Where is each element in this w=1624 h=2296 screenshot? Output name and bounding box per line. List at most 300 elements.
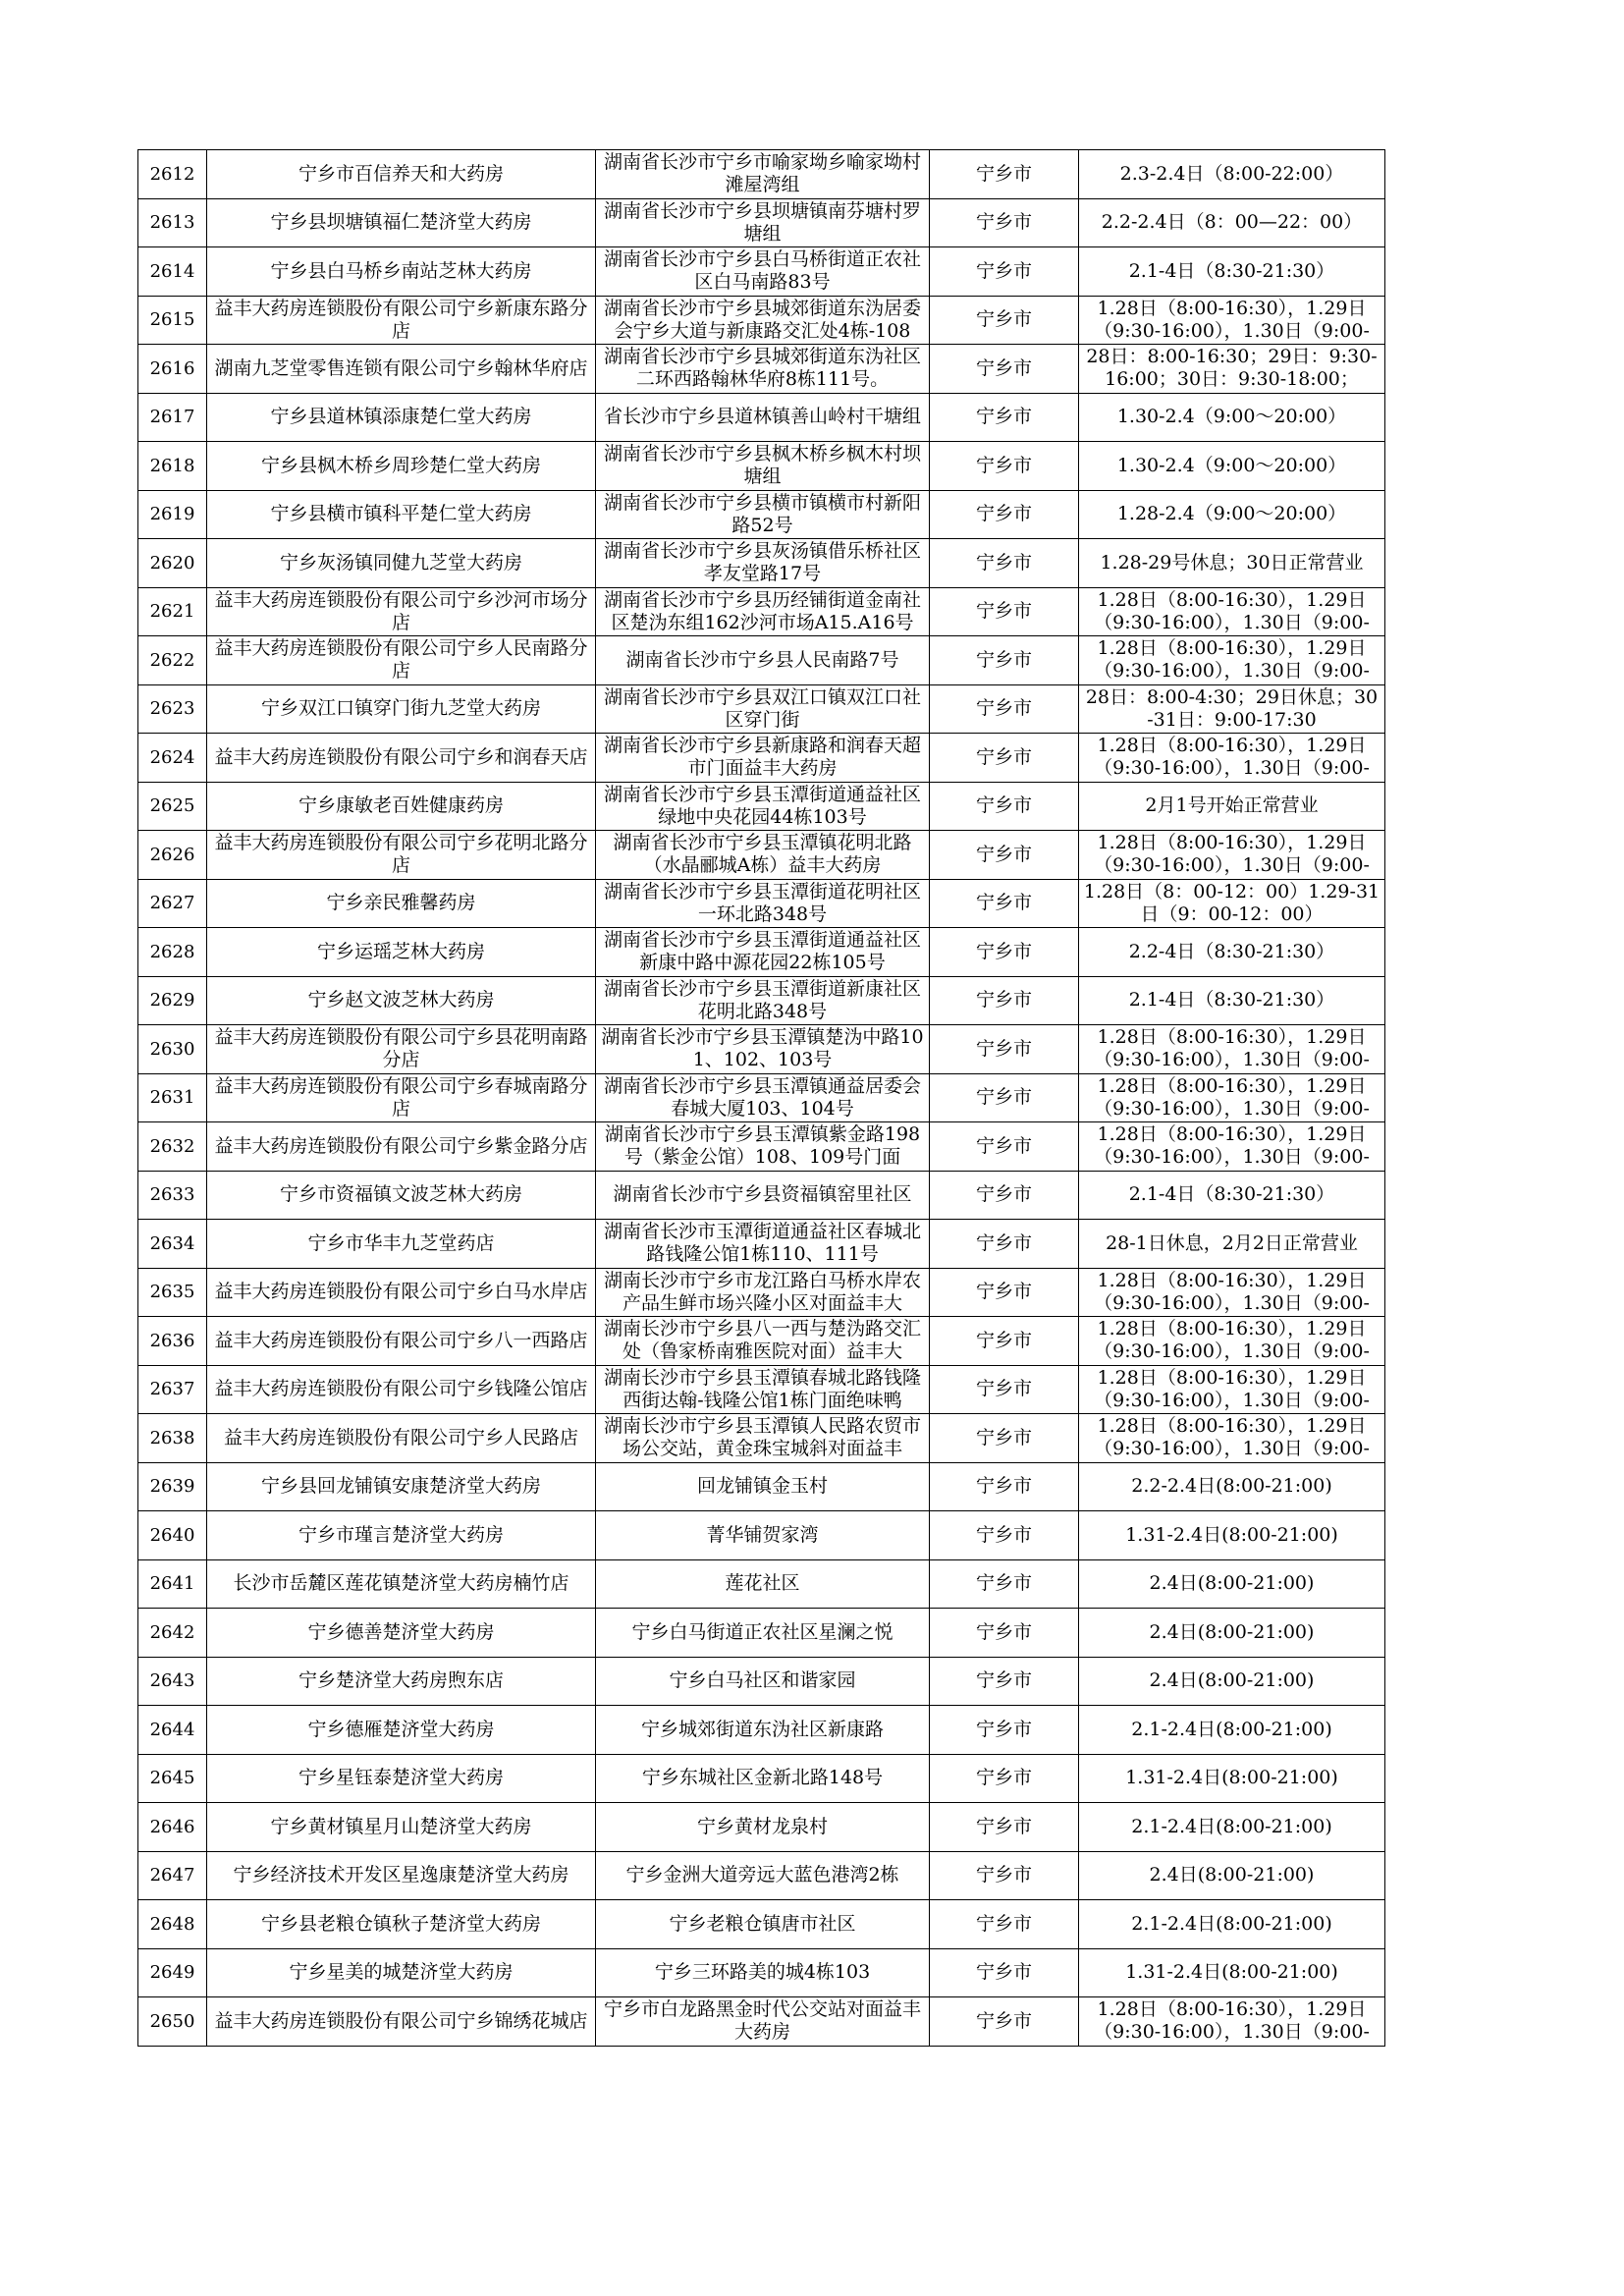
pharmacy-address: 湖南省长沙市宁乡县枫木桥乡枫木村坝塘组 (603, 443, 921, 488)
business-hours: 2.2-2.4日（8：00—22：00） (1101, 211, 1363, 234)
table-row (138, 1706, 1385, 1755)
business-hours: 2.1-2.4日(8:00-21:00) (1131, 1718, 1332, 1740)
row-number-cell (138, 1414, 207, 1463)
business-hours: 1.28日（8:00-16:30），1.29日（9:30-16:00），1.30日（9:00- (1094, 1318, 1370, 1363)
pharmacy-name: 宁乡亲民雅馨药房 (326, 892, 476, 914)
business-hours: 1.28日（8:00-16:30），1.29日（9:30-16:00），1.30日（9:00- (1094, 1269, 1370, 1314)
business-hours: 2.2-2.4日(8:00-21:00) (1131, 1475, 1332, 1498)
business-hours-cell (1079, 1365, 1385, 1414)
table-row (138, 1220, 1385, 1269)
table-row (138, 831, 1385, 880)
pharmacy-address-cell (596, 393, 930, 442)
pharmacy-name-cell (207, 490, 596, 539)
business-hours-cell (1079, 1268, 1385, 1317)
table-row (138, 1462, 1385, 1511)
pharmacy-name: 宁乡赵文波芝林大药房 (307, 989, 495, 1011)
pharmacy-name-cell (207, 247, 596, 297)
row-number-cell (138, 1171, 207, 1220)
business-hours: 1.28-29号休息；30日正常营业 (1100, 551, 1364, 574)
row-number-cell (138, 1220, 207, 1269)
pharmacy-address: 宁乡白马社区和谐家园 (669, 1669, 856, 1692)
pharmacy-address: 宁乡三环路美的城4栋103 (654, 1961, 871, 1984)
business-hours-cell (1079, 1511, 1385, 1560)
pharmacy-address: 湖南省长沙市宁乡县人民南路7号 (625, 648, 899, 671)
business-hours: 1.28-2.4（9:00～20:00） (1116, 503, 1347, 525)
pharmacy-address-cell (596, 1803, 930, 1852)
pharmacy-city: 宁乡市 (975, 1231, 1032, 1254)
pharmacy-city: 宁乡市 (975, 1572, 1032, 1595)
pharmacy-name-cell (207, 1948, 596, 1997)
pharmacy-name-cell (207, 1803, 596, 1852)
pharmacy-city: 宁乡市 (975, 697, 1032, 720)
table-row (138, 1657, 1385, 1706)
business-hours-cell (1079, 1754, 1385, 1803)
pharmacy-city: 宁乡市 (975, 356, 1032, 379)
pharmacy-address-cell (596, 1268, 930, 1317)
business-hours-cell (1079, 1171, 1385, 1220)
pharmacy-name-cell (207, 734, 596, 783)
row-number: 2627 (149, 893, 195, 914)
pharmacy-address-cell (596, 1365, 930, 1414)
pharmacy-address-cell (596, 1657, 930, 1706)
pharmacy-name: 益丰大药房连锁股份有限公司宁乡紫金路分店 (214, 1134, 588, 1157)
row-number: 2631 (149, 1087, 195, 1109)
pharmacy-address-cell (596, 1122, 930, 1172)
pharmacy-name-cell (207, 1025, 596, 1074)
pharmacy-address: 湖南长沙市宁乡县八一西与楚沩路交汇处（鲁家桥南雅医院对面）益丰大 (603, 1318, 921, 1363)
row-number: 2615 (149, 309, 195, 331)
pharmacy-name: 益丰大药房连锁股份有限公司宁乡锦绣花城店 (214, 2009, 588, 2032)
business-hours-cell (1079, 490, 1385, 539)
business-hours: 1.28日（8:00-16:30），1.29日（9:30-16:00），1.30日（9:00- (1094, 1366, 1370, 1411)
business-hours: 1.28日（8:00-16:30），1.29日（9:30-16:00），1.30日（9:00- (1094, 735, 1370, 780)
pharmacy-name-cell (207, 1220, 596, 1269)
row-number: 2622 (149, 649, 195, 671)
pharmacy-name-cell (207, 1851, 596, 1900)
pharmacy-city-cell (930, 1609, 1079, 1658)
table-row (138, 734, 1385, 783)
row-number-cell (138, 247, 207, 297)
pharmacy-city: 宁乡市 (975, 1718, 1032, 1740)
pharmacy-address-cell (596, 1706, 930, 1755)
pharmacy-city-cell (930, 734, 1079, 783)
business-hours: 2.3-2.4日（8:00-22:00） (1119, 162, 1344, 185)
row-number: 2625 (149, 795, 195, 817)
pharmacy-name-cell (207, 1609, 596, 1658)
row-number: 2634 (149, 1232, 195, 1254)
pharmacy-name: 宁乡德雁楚济堂大药房 (307, 1718, 495, 1740)
business-hours: 2.1-2.4日(8:00-21:00) (1131, 1815, 1332, 1837)
pharmacy-city-cell (930, 782, 1079, 831)
table-row (138, 1900, 1385, 1949)
table-row (138, 539, 1385, 588)
table-row (138, 393, 1385, 442)
row-number-cell (138, 296, 207, 345)
table-row (138, 345, 1385, 394)
row-number: 2649 (149, 1962, 195, 1984)
pharmacy-address-cell (596, 1997, 930, 2047)
pharmacy-name: 宁乡黄材镇星月山楚济堂大药房 (270, 1815, 532, 1837)
business-hours: 28-1日休息，2月2日正常营业 (1106, 1231, 1358, 1254)
pharmacy-city: 宁乡市 (975, 211, 1032, 234)
row-number: 2647 (149, 1865, 195, 1886)
row-number-cell (138, 1948, 207, 1997)
pharmacy-name-cell (207, 636, 596, 685)
pharmacy-city-cell (930, 539, 1079, 588)
row-number: 2648 (149, 1913, 195, 1935)
pharmacy-city-cell (930, 1171, 1079, 1220)
row-number: 2645 (149, 1768, 195, 1789)
pharmacy-address: 湖南省长沙市宁乡县历经铺街道金南社区楚沩东组162沙河市场A15.A16号 (603, 588, 921, 633)
pharmacy-name-cell (207, 1657, 596, 1706)
pharmacy-address: 湖南省长沙市宁乡县灰汤镇借乐桥社区孝友堂路17号 (603, 540, 921, 585)
pharmacy-city-cell (930, 879, 1079, 928)
pharmacy-city-cell (930, 1900, 1079, 1949)
business-hours-cell (1079, 1317, 1385, 1366)
row-number-cell (138, 1657, 207, 1706)
table-row (138, 1997, 1385, 2047)
row-number: 2640 (149, 1524, 195, 1546)
pharmacy-name: 益丰大药房连锁股份有限公司宁乡县花明南路分店 (214, 1026, 588, 1071)
pharmacy-address-cell (596, 1559, 930, 1609)
pharmacy-name-cell (207, 1559, 596, 1609)
pharmacy-name: 宁乡星钰泰楚济堂大药房 (298, 1767, 504, 1789)
table-row (138, 296, 1385, 345)
pharmacy-address-cell (596, 1414, 930, 1463)
pharmacy-address: 湖南省长沙市宁乡县坝塘镇南芬塘村罗塘组 (603, 199, 921, 245)
pharmacy-city-cell (930, 684, 1079, 734)
row-number: 2641 (149, 1573, 195, 1595)
pharmacy-address: 湖南省长沙市宁乡县白马桥街道正农社区白马南路83号 (603, 248, 921, 294)
pharmacy-city-cell (930, 976, 1079, 1025)
pharmacy-name: 宁乡经济技术开发区星逸康楚济堂大药房 (233, 1864, 569, 1886)
pharmacy-address: 宁乡金洲大道旁远大蓝色港湾2栋 (625, 1864, 899, 1886)
row-number: 2646 (149, 1816, 195, 1837)
business-hours-cell (1079, 442, 1385, 491)
pharmacy-address: 宁乡市白龙路黑金时代公交站对面益丰大药房 (603, 1998, 921, 2044)
pharmacy-name-cell (207, 879, 596, 928)
pharmacy-address: 宁乡老粮仓镇唐市社区 (669, 1912, 856, 1935)
pharmacy-city-cell (930, 1073, 1079, 1122)
row-number-cell (138, 1073, 207, 1122)
pharmacy-name: 宁乡运瑶芝林大药房 (316, 940, 485, 962)
pharmacy-address: 湖南省长沙市宁乡县玉潭街道花明社区一环北路348号 (603, 880, 921, 925)
row-number: 2643 (149, 1670, 195, 1692)
pharmacy-address-cell (596, 1948, 930, 1997)
row-number: 2617 (149, 407, 195, 428)
business-hours-cell (1079, 1706, 1385, 1755)
table-row (138, 150, 1385, 199)
business-hours: 1.28日（8:00-16:30），1.29日（9:30-16:00），1.30日（9:00- (1094, 1074, 1370, 1120)
pharmacy-city-cell (930, 1559, 1079, 1609)
row-number: 2620 (149, 552, 195, 574)
row-number-cell (138, 393, 207, 442)
row-number: 2623 (149, 698, 195, 720)
pharmacy-name: 长沙市岳麓区莲花镇楚济堂大药房楠竹店 (233, 1572, 569, 1595)
pharmacy-city-cell (930, 831, 1079, 880)
pharmacy-address: 湖南省长沙市宁乡县玉潭镇花明北路（水晶郦城A栋）益丰大药房 (613, 832, 912, 877)
row-number: 2633 (149, 1184, 195, 1206)
row-number-cell (138, 1706, 207, 1755)
row-number: 2642 (149, 1621, 195, 1643)
business-hours-cell (1079, 684, 1385, 734)
business-hours: 1.30-2.4（9:00～20:00） (1116, 454, 1347, 476)
business-hours-cell (1079, 296, 1385, 345)
pharmacy-name: 益丰大药房连锁股份有限公司宁乡花明北路分店 (214, 832, 588, 877)
business-hours: 1.28日（8:00-16:30），1.29日（9:30-16:00），1.30日（9:00- (1094, 1026, 1370, 1071)
pharmacy-name-cell (207, 1171, 596, 1220)
pharmacy-name-cell (207, 296, 596, 345)
pharmacy-name: 宁乡市百信养天和大药房 (298, 162, 504, 185)
pharmacy-city: 宁乡市 (975, 1620, 1032, 1643)
table-row (138, 636, 1385, 685)
pharmacy-city-cell (930, 1706, 1079, 1755)
pharmacy-name-cell (207, 1462, 596, 1511)
pharmacy-address-cell (596, 782, 930, 831)
table-row (138, 879, 1385, 928)
pharmacy-city: 宁乡市 (975, 1086, 1032, 1109)
pharmacy-name-cell (207, 539, 596, 588)
pharmacy-name-cell (207, 928, 596, 977)
table-row (138, 1851, 1385, 1900)
pharmacy-name: 益丰大药房连锁股份有限公司宁乡人民南路分店 (214, 637, 588, 683)
pharmacy-city-cell (930, 490, 1079, 539)
pharmacy-city-cell (930, 1462, 1079, 1511)
pharmacy-name: 益丰大药房连锁股份有限公司宁乡新康东路分店 (214, 297, 588, 342)
business-hours: 1.28日（8:00-16:30），1.29日（9:30-16:00），1.30日（9:00- (1094, 1998, 1370, 2044)
pharmacy-city: 宁乡市 (975, 1961, 1032, 1984)
pharmacy-address-cell (596, 1317, 930, 1366)
pharmacy-address: 湖南长沙市宁乡市龙江路白马桥水岸农产品生鲜市场兴隆小区对面益丰大 (603, 1269, 921, 1314)
row-number-cell (138, 1559, 207, 1609)
pharmacy-city: 宁乡市 (975, 1912, 1032, 1935)
row-number: 2639 (149, 1476, 195, 1498)
pharmacy-address: 湖南省长沙市宁乡县玉潭镇紫金路198号（紫金公馆）108、109号门面 (604, 1123, 921, 1169)
business-hours: 1.31-2.4日(8:00-21:00) (1125, 1767, 1338, 1789)
pharmacy-name: 宁乡市瑾言楚济堂大药房 (298, 1523, 504, 1546)
pharmacy-city: 宁乡市 (975, 794, 1032, 817)
business-hours: 28日：8:00-16:30；29日：9:30-16:00；30日：9:30-18:00； (1086, 346, 1378, 391)
pharmacy-address-cell (596, 1073, 930, 1122)
business-hours-cell (1079, 831, 1385, 880)
pharmacy-address: 湖南省长沙市宁乡县玉潭街道通益社区新康中路中源花园22栋105号 (603, 929, 921, 974)
pharmacy-name: 宁乡灰汤镇同健九芝堂大药房 (279, 551, 522, 574)
row-number-cell (138, 198, 207, 247)
row-number-cell (138, 1025, 207, 1074)
pharmacy-name: 益丰大药房连锁股份有限公司宁乡钱隆公馆店 (214, 1378, 588, 1400)
pharmacy-address-cell (596, 490, 930, 539)
pharmacy-address: 宁乡白马街道正农社区星澜之悦 (631, 1620, 893, 1643)
business-hours: 2.4日(8:00-21:00) (1149, 1669, 1315, 1692)
pharmacy-name-cell (207, 442, 596, 491)
table-row (138, 1317, 1385, 1366)
pharmacy-name: 宁乡县回龙铺镇安康楚济堂大药房 (260, 1475, 541, 1498)
pharmacy-address: 宁乡城郊街道东沩社区新康路 (640, 1718, 884, 1740)
business-hours: 1.28日（8:00-16:30），1.29日（9:30-16:00），1.30日（9:00- (1094, 637, 1370, 683)
pharmacy-name-cell (207, 782, 596, 831)
business-hours: 28日：8:00-4:30；29日休息；30-31日：9:00-17:30 (1085, 685, 1379, 731)
pharmacy-address-cell (596, 976, 930, 1025)
row-number: 2635 (149, 1282, 195, 1303)
pharmacy-city: 宁乡市 (975, 989, 1032, 1011)
business-hours-cell (1079, 1220, 1385, 1269)
pharmacy-name-cell (207, 1511, 596, 1560)
pharmacy-name: 宁乡市华丰九芝堂药店 (307, 1231, 495, 1254)
business-hours-cell (1079, 1657, 1385, 1706)
pharmacy-name: 湖南九芝堂零售连锁有限公司宁乡翰林华府店 (214, 356, 588, 379)
business-hours-cell (1079, 539, 1385, 588)
pharmacy-table-body (138, 150, 1385, 2047)
pharmacy-city: 宁乡市 (975, 892, 1032, 914)
pharmacy-address-cell (596, 1609, 930, 1658)
business-hours-cell (1079, 393, 1385, 442)
pharmacy-city-cell (930, 198, 1079, 247)
pharmacy-address-cell (596, 1462, 930, 1511)
business-hours-cell (1079, 1462, 1385, 1511)
pharmacy-city-cell (930, 296, 1079, 345)
pharmacy-address: 宁乡东城社区金新北路148号 (641, 1767, 884, 1789)
business-hours: 2.1-2.4日(8:00-21:00) (1131, 1912, 1332, 1935)
business-hours-cell (1079, 1803, 1385, 1852)
pharmacy-name-cell (207, 1317, 596, 1366)
business-hours-cell (1079, 150, 1385, 199)
pharmacy-city: 宁乡市 (975, 1183, 1032, 1206)
business-hours-cell (1079, 587, 1385, 636)
pharmacy-city: 宁乡市 (975, 940, 1032, 962)
table-row (138, 198, 1385, 247)
row-number: 2650 (149, 2010, 195, 2032)
pharmacy-address-cell (596, 587, 930, 636)
pharmacy-city: 宁乡市 (975, 1475, 1032, 1498)
pharmacy-city: 宁乡市 (975, 1037, 1032, 1060)
pharmacy-name: 益丰大药房连锁股份有限公司宁乡沙河市场分店 (214, 588, 588, 633)
table-row (138, 1268, 1385, 1317)
pharmacy-address: 湖南省长沙市宁乡市喻家坳乡喻家坳村滩屋湾组 (603, 151, 921, 196)
table-row (138, 1414, 1385, 1463)
row-number: 2618 (149, 455, 195, 476)
pharmacy-city: 宁乡市 (975, 1767, 1032, 1789)
row-number-cell (138, 879, 207, 928)
pharmacy-city-cell (930, 587, 1079, 636)
row-number-cell (138, 1462, 207, 1511)
business-hours-cell (1079, 1900, 1385, 1949)
pharmacy-name: 益丰大药房连锁股份有限公司宁乡人民路店 (223, 1426, 578, 1449)
business-hours-cell (1079, 1559, 1385, 1609)
pharmacy-address: 湖南省长沙市宁乡县横市镇横市村新阳路52号 (603, 491, 921, 536)
table-row (138, 587, 1385, 636)
pharmacy-address-cell (596, 734, 930, 783)
business-hours: 2.4日(8:00-21:00) (1149, 1572, 1315, 1595)
row-number-cell (138, 539, 207, 588)
pharmacy-city-cell (930, 1997, 1079, 2047)
pharmacy-address-cell (596, 1900, 930, 1949)
pharmacy-city-cell (930, 345, 1079, 394)
pharmacy-city: 宁乡市 (975, 648, 1032, 671)
row-number-cell (138, 976, 207, 1025)
pharmacy-city: 宁乡市 (975, 1864, 1032, 1886)
pharmacy-name-cell (207, 1122, 596, 1172)
pharmacy-name: 宁乡县坝塘镇福仁楚济堂大药房 (270, 211, 532, 234)
pharmacy-address-cell (596, 1754, 930, 1803)
business-hours: 1.31-2.4日(8:00-21:00) (1125, 1523, 1338, 1546)
pharmacy-address: 湖南省长沙市宁乡县资福镇窑里社区 (613, 1183, 912, 1206)
business-hours: 1.28日（8：00-12：00）1.29-31日（9：00-12：00） (1083, 880, 1380, 925)
table-row (138, 1609, 1385, 1658)
pharmacy-city-cell (930, 442, 1079, 491)
business-hours-cell (1079, 782, 1385, 831)
pharmacy-city: 宁乡市 (975, 259, 1032, 282)
pharmacy-address-cell (596, 198, 930, 247)
pharmacy-name-cell (207, 1073, 596, 1122)
row-number-cell (138, 1511, 207, 1560)
pharmacy-name: 宁乡楚济堂大药房煦东店 (298, 1669, 504, 1692)
business-hours-cell (1079, 1414, 1385, 1463)
pharmacy-name: 宁乡康敏老百姓健康药房 (298, 794, 504, 817)
pharmacy-city-cell (930, 1268, 1079, 1317)
pharmacy-city: 宁乡市 (975, 551, 1032, 574)
pharmacy-address: 湖南省长沙市宁乡县玉潭街道通益社区绿地中央花园44栋103号 (603, 783, 921, 828)
pharmacy-address: 湖南省长沙市宁乡县双江口镇双江口社区穿门街 (603, 685, 921, 731)
row-number: 2619 (149, 504, 195, 525)
row-number-cell (138, 345, 207, 394)
pharmacy-address-cell (596, 539, 930, 588)
pharmacy-address-cell (596, 879, 930, 928)
business-hours-cell (1079, 1073, 1385, 1122)
pharmacy-name-cell (207, 1414, 596, 1463)
pharmacy-name: 宁乡县道林镇添康楚仁堂大药房 (270, 406, 532, 428)
table-row (138, 490, 1385, 539)
row-number-cell (138, 442, 207, 491)
pharmacy-city: 宁乡市 (975, 1523, 1032, 1546)
pharmacy-name: 益丰大药房连锁股份有限公司宁乡八一西路店 (214, 1329, 588, 1351)
pharmacy-city: 宁乡市 (975, 1329, 1032, 1351)
table-row (138, 1754, 1385, 1803)
pharmacy-name-cell (207, 684, 596, 734)
business-hours-cell (1079, 1997, 1385, 2047)
row-number-cell (138, 734, 207, 783)
pharmacy-name: 宁乡县白马桥乡南站芝林大药房 (270, 259, 532, 282)
table-row (138, 442, 1385, 491)
pharmacy-city: 宁乡市 (975, 454, 1032, 476)
pharmacy-address-cell (596, 1220, 930, 1269)
pharmacy-city-cell (930, 1803, 1079, 1852)
business-hours: 2.1-4日（8:30-21:30） (1128, 989, 1335, 1011)
business-hours-cell (1079, 345, 1385, 394)
pharmacy-address-cell (596, 1025, 930, 1074)
pharmacy-name: 宁乡县横市镇科平楚仁堂大药房 (270, 503, 532, 525)
pharmacy-city: 宁乡市 (975, 1426, 1032, 1449)
table-row (138, 1025, 1385, 1074)
pharmacy-name-cell (207, 393, 596, 442)
pharmacy-address: 湖南省长沙市宁乡县城郊街道东沩居委会宁乡大道与新康路交汇处4栋-108 (603, 297, 921, 342)
business-hours: 1.30-2.4（9:00～20:00） (1116, 406, 1347, 428)
pharmacy-city-cell (930, 247, 1079, 297)
pharmacy-address: 省长沙市宁乡县道林镇善山岭村干塘组 (603, 406, 921, 428)
row-number: 2632 (149, 1135, 195, 1157)
pharmacy-name-cell (207, 1706, 596, 1755)
row-number-cell (138, 1900, 207, 1949)
table-row (138, 1365, 1385, 1414)
pharmacy-city-cell (930, 150, 1079, 199)
business-hours-cell (1079, 879, 1385, 928)
pharmacy-city: 宁乡市 (975, 843, 1032, 865)
pharmacy-city-cell (930, 1220, 1079, 1269)
business-hours: 2.4日(8:00-21:00) (1149, 1620, 1315, 1643)
pharmacy-name-cell (207, 976, 596, 1025)
business-hours-cell (1079, 247, 1385, 297)
pharmacy-name: 益丰大药房连锁股份有限公司宁乡春城南路分店 (214, 1074, 588, 1120)
pharmacy-address-cell (596, 345, 930, 394)
